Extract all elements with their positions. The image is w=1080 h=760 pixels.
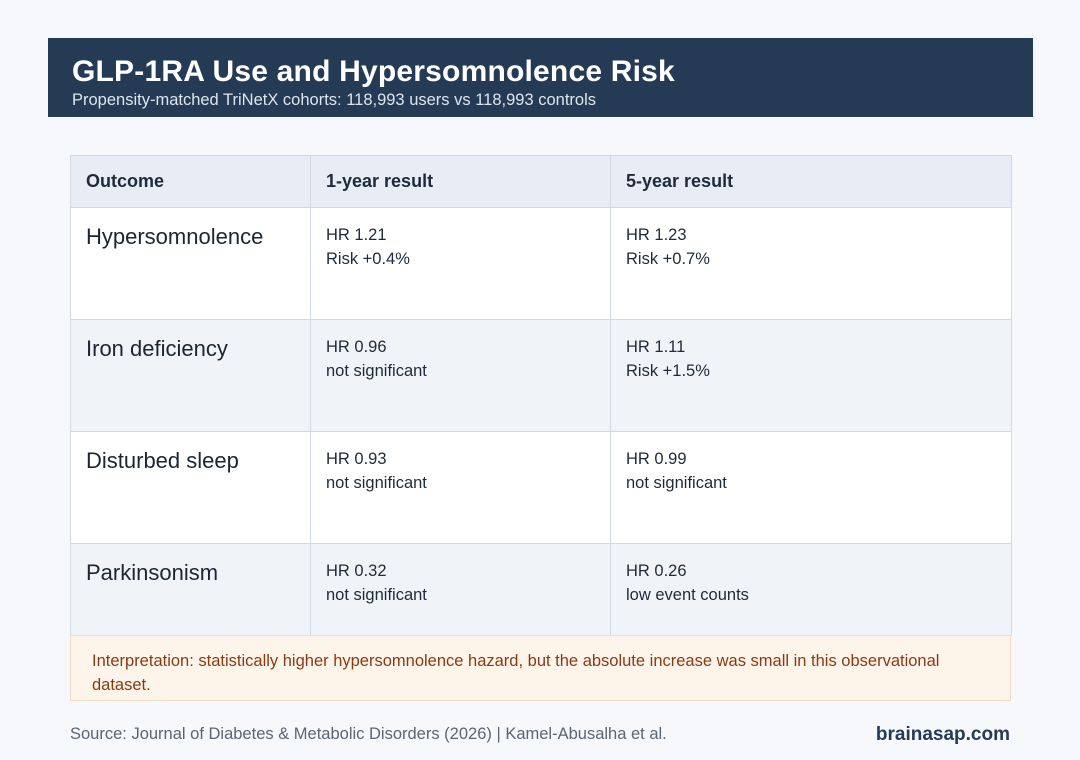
result-note: low event counts [626,586,749,604]
one-year-cell [311,320,611,432]
table-row [71,208,1012,320]
outcome-cell: Disturbed sleep [71,432,311,544]
five-year-cell [611,432,1012,544]
hazard-ratio: HR 0.99 [626,450,687,468]
five-year-cell [611,320,1012,432]
column-header-5-year: 5-year result [611,156,1012,208]
result-note: not significant [326,474,427,492]
interpretation-callout: Interpretation: statistically higher hypersomnolence hazard, but the absolute increase was small in this observational dataset. [70,635,1011,701]
results-table [70,155,1012,636]
hazard-ratio: HR 1.11 [626,338,686,356]
five-year-cell [611,208,1012,320]
page-subtitle: Propensity-matched TriNetX cohorts: 118,993 users vs 118,993 controls [72,91,596,109]
outcome-cell: Hypersomnolence [71,208,311,320]
one-year-cell [311,432,611,544]
five-year-cell [611,544,1012,636]
one-year-cell [311,208,611,320]
table-row [71,432,1012,544]
result-note: not significant [326,586,427,604]
outcome-cell: Parkinsonism [71,544,311,636]
hazard-ratio: HR 0.26 [626,562,687,580]
page-title: GLP-1RA Use and Hypersomnolence Risk [72,55,675,88]
results-table-container [70,155,1011,636]
outcome-cell: Iron deficiency [71,320,311,432]
result-note: not significant [626,474,727,492]
result-note: Risk +1.5% [626,362,710,380]
column-header-outcome: Outcome [71,156,311,208]
page-header [48,38,1033,117]
table-row [71,544,1012,636]
table-row [71,320,1012,432]
source-citation: Source: Journal of Diabetes & Metabolic Disorders (2026) | Kamel-Abusalha et al. [70,725,667,743]
table-header-row [71,156,1012,208]
result-note: Risk +0.7% [626,250,710,268]
hazard-ratio: HR 1.21 [326,226,387,244]
hazard-ratio: HR 1.23 [626,226,687,244]
one-year-cell [311,544,611,636]
column-header-1-year: 1-year result [311,156,611,208]
hazard-ratio: HR 0.96 [326,338,387,356]
hazard-ratio: HR 0.93 [326,450,387,468]
result-note: Risk +0.4% [326,250,410,268]
result-note: not significant [326,362,427,380]
brand-link[interactable]: brainasap.com [875,724,1010,745]
hazard-ratio: HR 0.32 [326,562,387,580]
